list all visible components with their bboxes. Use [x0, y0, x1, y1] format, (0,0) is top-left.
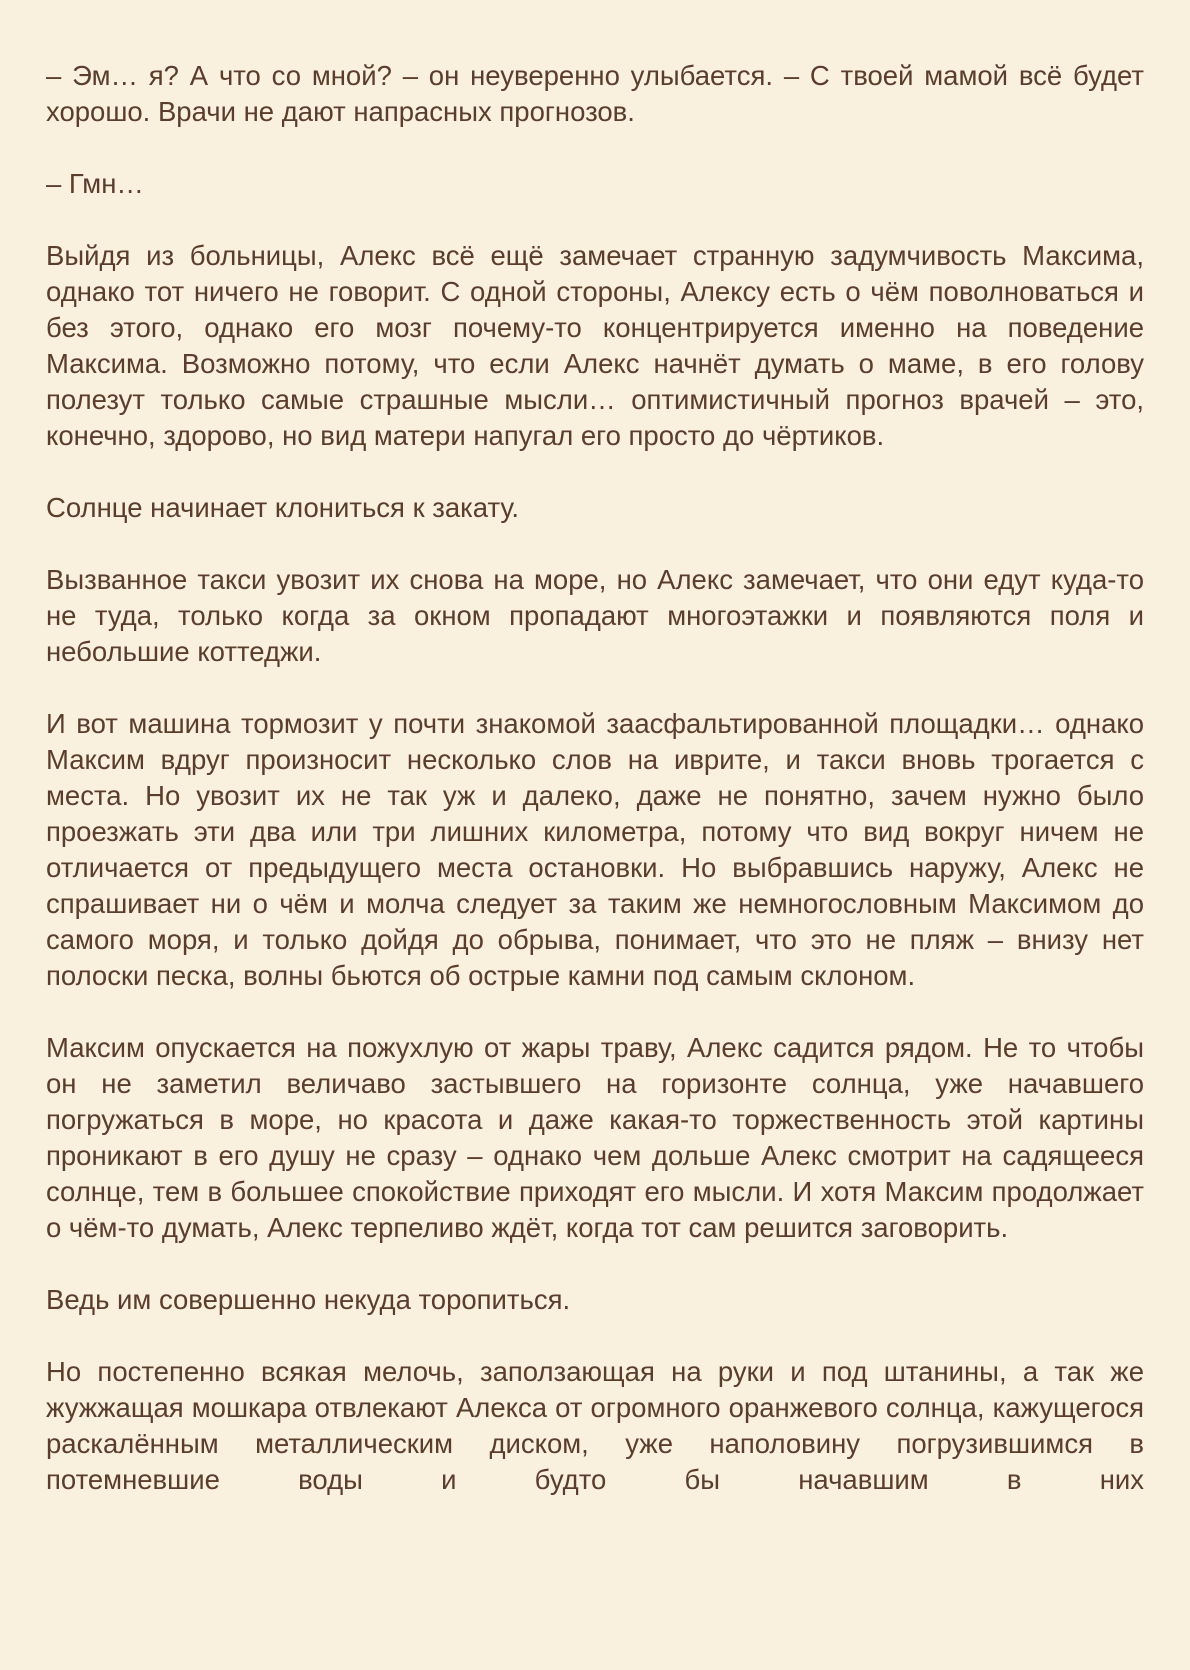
document-page: [46, 58, 1144, 1498]
paragraph-taxi: Вызванное такси увозит их снова на море, но Алекс замечает, что они едут куда-то не туда, только когда за окном пропадают многоэтажки и появляются поля и небольшие коттеджи.: [46, 564, 1144, 667]
paragraph-car-stops: И вот машина тормозит у почти знакомой заасфальтированной площадки… однако Максим вдруг произносит несколько слов на иврите, и такси вновь трогается с места. Но увозит их не так уж и далеко, даже не понятно, зачем нужно было проезжать эти два или три лишних километра, потому что вид вокруг ничем не отличается от предыдущего места остановки. Но выбравшись наружу, Алекс не спрашивает ни о чём и молча следует за таким же немногословным Максимом до самого моря, и только дойдя до обрыва, понимает, что это не пляж – внизу нет полоски песка, волны бьются об острые камни под самым склоном.: [46, 708, 1144, 991]
paragraph-dialogue-1: – Эм… я? А что со мной? – он неуверенно улыбается. – С твоей мамой всё будет хорошо. Врачи не дают напрасных прогнозов.: [46, 60, 1144, 127]
paragraph-hospital: Выйдя из больницы, Алекс всё ещё замечает странную задумчивость Максима, однако тот ничего не говорит. С одной стороны, Алексу есть о чём поволноваться и без этого, однако его мозг почему-то концентрируется именно на поведение Максима. Возможно потому, что если Алекс начнёт думать о маме, в его голову полезут только самые страшные мысли… оптимистичный прогноз врачей – это, конечно, здорово, но вид матери напугал его просто до чёртиков.: [46, 240, 1144, 451]
paragraph-no-hurry: Ведь им совершенно некуда торопиться.: [46, 1284, 571, 1315]
paragraph-maxim-sits: Максим опускается на пожухлую от жары траву, Алекс садится рядом. Не то чтобы он не заметил величаво застывшего на горизонте солнца, уже начавшего погружаться в море, но красота и даже какая-то торжественность этой картины проникают в его душу не сразу – однако чем дольше Алекс смотрит на садящееся солнце, тем в большее спокойствие приходят его мысли. И хотя Максим продолжает о чём-то думать, Алекс терпеливо ждёт, когда тот сам решится заговорить.: [46, 1032, 1144, 1243]
paragraph-dialogue-2: – Гмн…: [46, 168, 144, 199]
paragraph-sunset: Солнце начинает клониться к закату.: [46, 492, 520, 523]
paragraph-insects: Но постепенно всякая мелочь, заползающая на руки и под штанины, а так же жужжащая мошкара отвлекают Алекса от огромного оранжевого солнца, кажущегося раскалённым металлическим диском, уже наполовину погрузившимся в потемневшие воды и будто бы начавшим в них: [46, 1356, 1144, 1495]
